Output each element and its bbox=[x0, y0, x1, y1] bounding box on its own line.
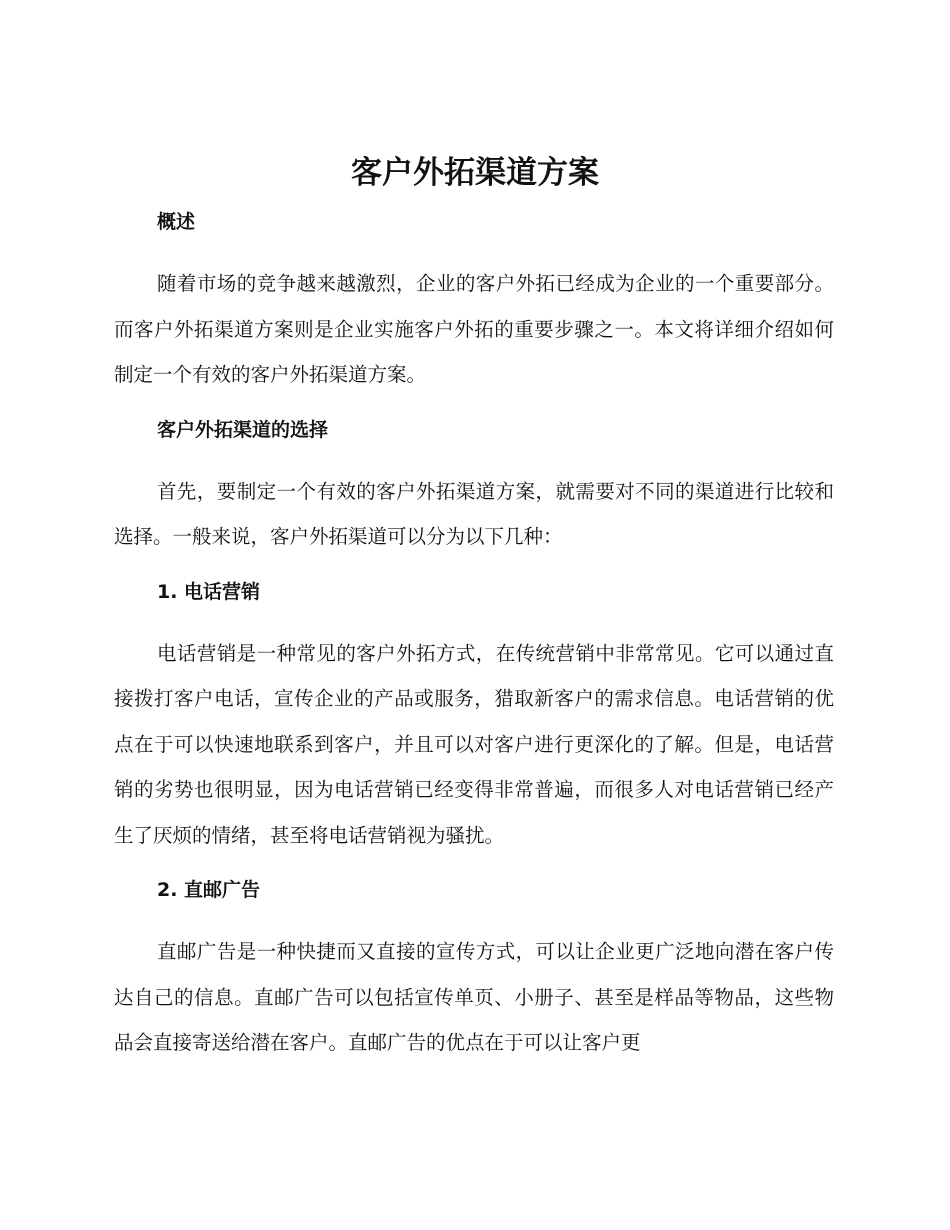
section-paragraph: 首先，要制定一个有效的客户外拓渠道方案，就需要对不同的渠道进行比较和选择。一般来说，客户外拓渠道可以分为以下几种： bbox=[114, 479, 834, 548]
document-title: 客户外拓渠道方案 bbox=[351, 155, 599, 191]
section-phone-marketing bbox=[114, 575, 834, 859]
section-channel-selection bbox=[114, 413, 834, 560]
section-overview bbox=[114, 205, 834, 398]
section-heading: 2. 直邮广告 bbox=[157, 879, 261, 901]
section-paragraph: 电话营销是一种常见的客户外拓方式，在传统营销中非常常见。它可以通过直接拨打客户电话，宣传企业的产品或服务，猎取新客户的需求信息。电话营销的优点在于可以快速地联系到客户，并且可以对客户进行更深化的了解。但是，电话营销的劣势也很明显，因为电话营销已经变得非常普遍，而很多人对电话营销已经产生了厌烦的情绪，甚至将电话营销视为骚扰。 bbox=[114, 641, 834, 847]
section-direct-mail bbox=[114, 873, 834, 1066]
section-paragraph: 随着市场的竞争越来越激烈，企业的客户外拓已经成为企业的一个重要部分。而客户外拓渠道方案则是企业实施客户外拓的重要步骤之一。本文将详细介绍如何制定一个有效的客户外拓渠道方案。 bbox=[114, 272, 834, 386]
section-heading: 1. 电话营销 bbox=[157, 580, 261, 603]
section-heading: 客户外拓渠道的选择 bbox=[157, 418, 329, 441]
document-body bbox=[114, 205, 834, 1066]
section-heading: 概述 bbox=[157, 211, 196, 233]
section-paragraph: 直邮广告是一种快捷而又直接的宣传方式，可以让企业更广泛地向潜在客户传达自己的信息。直邮广告可以包括宣传单页、小册子、甚至是样品等物品，这些物品会直接寄送给潜在客户。直邮广告的优点在于可以让客户更 bbox=[114, 940, 834, 1054]
